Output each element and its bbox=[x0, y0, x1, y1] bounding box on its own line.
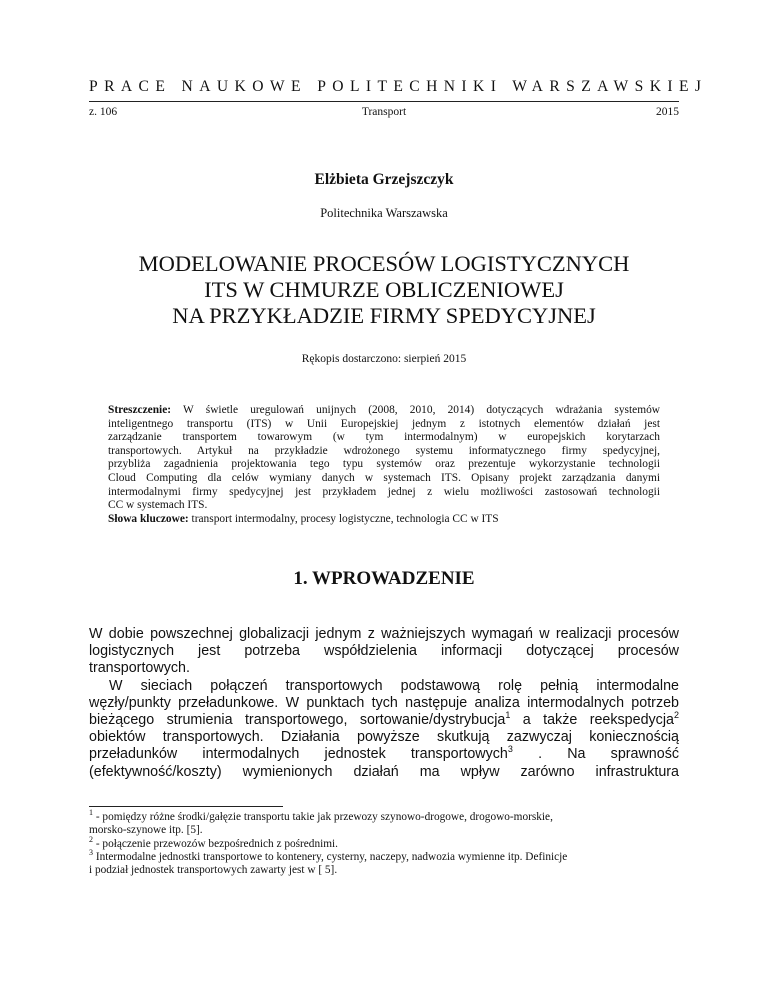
journal-category: Transport bbox=[361, 106, 407, 118]
footnote-text: - połączenie przewozów bezpośrednich z pośrednimi. bbox=[95, 837, 338, 850]
body-text-fragment: przeładunków intermodalnych jednostek transportowych bbox=[89, 746, 508, 763]
body-text-fragment: bieżącego strumienia transportowego, sortowanie/dystrybucja bbox=[89, 711, 506, 728]
body-text bbox=[89, 626, 679, 781]
footnote-2 bbox=[89, 834, 679, 851]
footnote-text: - pomiędzy różne środki/gałęzie transportu takie jak przewozy szynowo-drogowe, drogowo-morskie, bbox=[95, 811, 553, 823]
footnote-ref[interactable]: 3 bbox=[507, 744, 513, 755]
title-line: NA PRZYKŁADZIE FIRMY SPEDYCYJNEJ bbox=[172, 303, 596, 328]
abstract-line: CC w systemach ITS. bbox=[108, 499, 208, 512]
abstract-line: zarządzanie transportem towarowym (w tym intermodalnym) w europejskich korytarzach bbox=[108, 431, 660, 444]
received-date: Rękopis dostarczono: sierpień 2015 bbox=[301, 353, 467, 365]
header-rule bbox=[89, 101, 679, 102]
abstract-line: intermodalnymi firmy spedycyjnej jest przykładem jednej z wielu możliwości zastosowań technologii bbox=[108, 485, 660, 498]
footnote-ref[interactable]: 2 bbox=[673, 710, 679, 721]
keywords-line bbox=[108, 513, 660, 527]
body-line: (efektywność/koszty) wymienionych działań ma wpływ zarówno infrastruktura bbox=[89, 763, 679, 780]
body-line: węzły/punkty przeładunkowe. W punktach tych następuje analiza intermodalnych potrzeb bbox=[89, 694, 679, 711]
body-line: obiektów transportowych. Działania powyższe skutkują zazwyczaj koniecznością bbox=[89, 729, 679, 746]
footnote-mark: 2 bbox=[89, 834, 93, 844]
paper-title bbox=[0, 251, 768, 329]
abstract-line: transportowych. Artykuł na przykładzie wdrożonego systemu informatycznego firmy spedycyjnej, bbox=[108, 444, 660, 457]
footnote-3 bbox=[89, 848, 679, 864]
footnote-1 bbox=[89, 808, 679, 824]
body-line: W sieciach połączeń transportowych podstawową rolę pełnią intermodalne bbox=[109, 677, 679, 694]
footnote-text: Intermodalne jednostki transportowe to kontenery, cysterny, naczepy, nadwozia wymienne itp. Definicje bbox=[95, 850, 568, 863]
abstract-line: inteligentnego transportu (ITS) w Unii Europejskiej jednym z istotnych elementów działań jest bbox=[108, 417, 660, 430]
author-affiliation: Politechnika Warszawska bbox=[320, 206, 448, 220]
abstract bbox=[108, 404, 660, 526]
footnote-1-cont: morsko-szynowe itp. [5]. bbox=[89, 824, 203, 837]
abstract-line: Cloud Computing dla celów wymiany danych w systemach ITS. Opisany projekt zarządzania danymi bbox=[108, 471, 660, 484]
abstract-label: Streszczenie: bbox=[108, 404, 172, 416]
journal-volume: z. 106 bbox=[89, 106, 118, 118]
body-text-fragment: a także reekspedycja bbox=[522, 711, 674, 728]
body-line bbox=[89, 712, 679, 729]
keywords-text: transport intermodalny, procesy logistyczne, technologia CC w ITS bbox=[191, 512, 499, 525]
title-line: MODELOWANIE PROCESÓW LOGISTYCZNYCH bbox=[138, 251, 630, 276]
body-line: logistycznych jest potrzeba współdzielenia informacji dotyczącej procesów bbox=[89, 643, 679, 660]
abstract-text: W świetle uregulowań unijnych (2008, 2010, 2014) dotyczących wdrażania systemów bbox=[183, 404, 660, 416]
body-line: W dobie powszechnej globalizacji jednym z ważniejszych wymagań w realizacji procesów bbox=[89, 626, 679, 642]
author-name: Elżbieta Grzejszczyk bbox=[314, 171, 454, 188]
section-heading: 1. WPROWADZENIE bbox=[293, 568, 475, 589]
footnote-3-cont: i podział jednostek transportowych zawarty jest w [ 5]. bbox=[89, 864, 338, 877]
keywords-label: Słowa kluczowe: bbox=[108, 512, 189, 525]
journal-year: 2015 bbox=[656, 106, 679, 118]
footnote-mark: 3 bbox=[89, 848, 93, 858]
journal-series-title: PRACE NAUKOWE POLITECHNIKI WARSZAWSKIEJ bbox=[89, 78, 708, 95]
title-line: ITS W CHMURZE OBLICZENIOWEJ bbox=[204, 277, 564, 302]
footnote-mark: 1 bbox=[89, 808, 93, 818]
abstract-line: przybliża zagadnienia projektowania tego typu systemów oraz prezentuje wykorzystanie technologii bbox=[108, 458, 660, 471]
footnote-rule bbox=[89, 806, 283, 807]
abstract-line bbox=[108, 404, 660, 418]
body-line: transportowych. bbox=[89, 660, 190, 677]
body-text-fragment: . Na sprawność bbox=[538, 746, 680, 763]
footnote-ref[interactable]: 1 bbox=[505, 710, 511, 721]
body-line bbox=[89, 746, 679, 763]
footnotes bbox=[89, 808, 679, 877]
